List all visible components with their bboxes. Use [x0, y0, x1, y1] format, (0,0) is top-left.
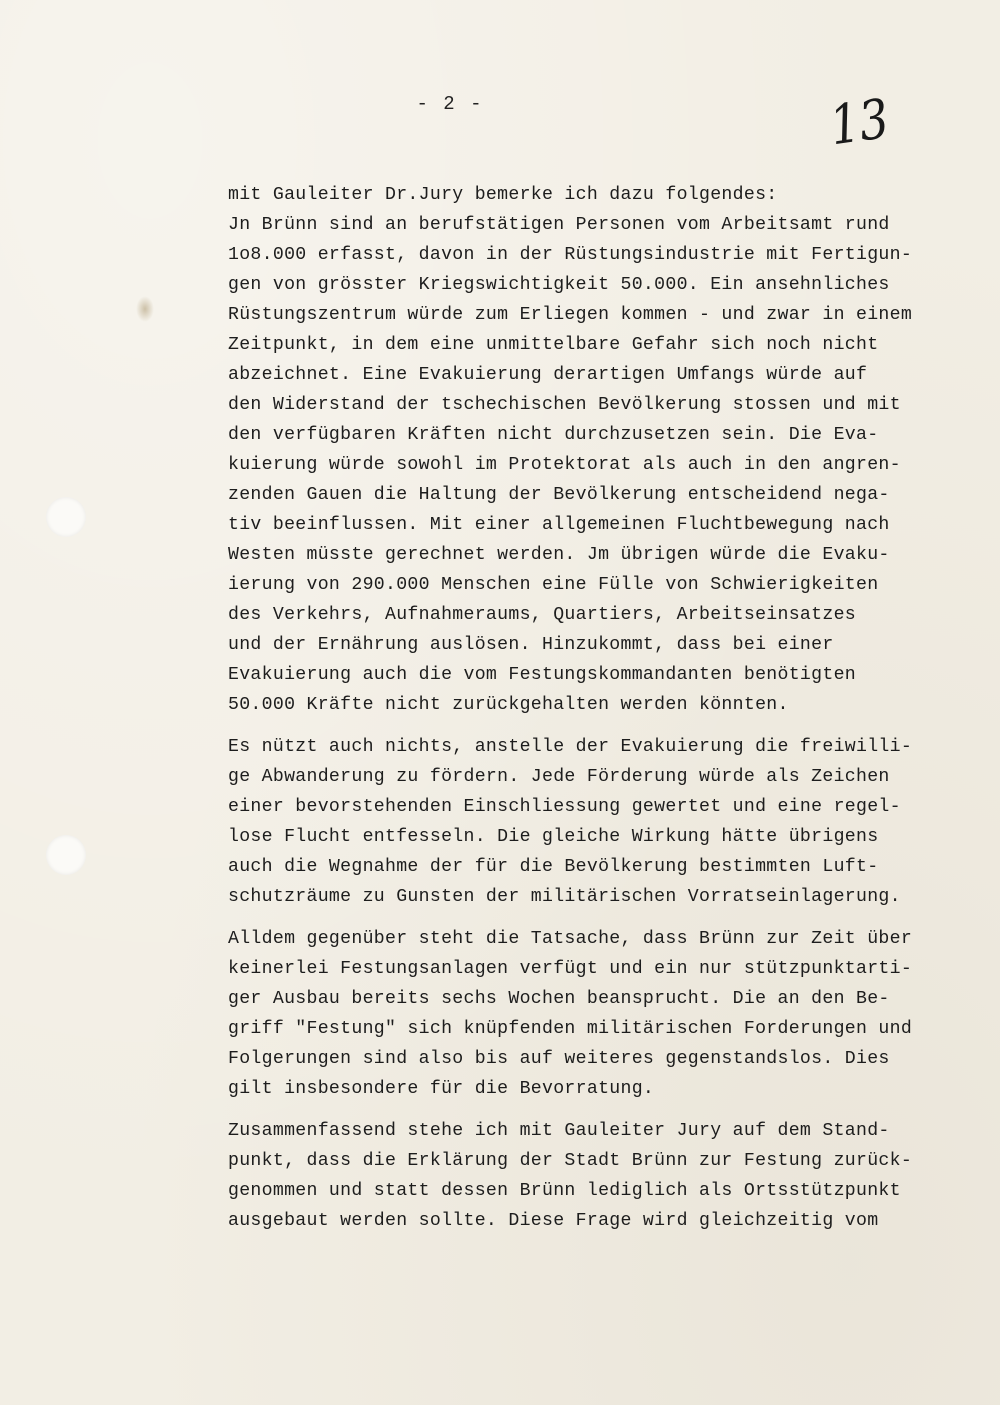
paragraph — [228, 1116, 988, 1236]
text-line: Zusammenfassend stehe ich mit Gauleiter Jury auf dem Stand- — [228, 1121, 890, 1141]
text-line: zenden Gauen die Haltung der Bevölkerung entscheidend nega- — [228, 485, 890, 505]
text-line: 50.000 Kräfte nicht zurückgehalten werden könnten. — [228, 695, 789, 715]
punch-hole — [46, 497, 86, 537]
page-number: - 2 - — [416, 93, 484, 115]
text-line: gilt insbesondere für die Bevorratung. — [228, 1079, 655, 1099]
text-line: punkt, dass die Erklärung der Stadt Brünn zur Festung zurück- — [228, 1151, 913, 1171]
text-line: Evakuierung auch die vom Festungskommandanten benötigten — [228, 665, 856, 685]
text-line: auch die Wegnahme der für die Bevölkerung bestimmten Luft- — [228, 857, 879, 877]
text-line: Alldem gegenüber steht die Tatsache, dass Brünn zur Zeit über — [228, 929, 913, 949]
paragraph — [228, 180, 988, 720]
text-line: 1o8.000 erfasst, davon in der Rüstungsindustrie mit Fertigun- — [228, 245, 913, 265]
text-line: genommen und statt dessen Brünn lediglich als Ortsstützpunkt — [228, 1181, 901, 1201]
text-line: mit Gauleiter Dr.Jury bemerke ich dazu folgendes: — [228, 185, 778, 205]
text-line: kuierung würde sowohl im Protektorat als auch in den angren- — [228, 455, 901, 475]
document-body — [228, 180, 988, 1236]
text-line: keinerlei Festungsanlagen verfügt und ein nur stützpunktarti- — [228, 959, 913, 979]
text-line: Rüstungszentrum würde zum Erliegen kommen - und zwar in einem — [228, 305, 913, 325]
text-line: Zeitpunkt, in dem eine unmittelbare Gefahr sich noch nicht — [228, 335, 879, 355]
text-line: tiv beeinflussen. Mit einer allgemeinen Fluchtbewegung nach — [228, 515, 890, 535]
text-line: einer bevorstehenden Einschliessung gewertet und eine regel- — [228, 797, 901, 817]
text-line: Westen müsste gerechnet werden. Jm übrigen würde die Evaku- — [228, 545, 890, 565]
handwritten-folio-number: 13 — [826, 86, 893, 158]
paragraph — [228, 732, 988, 912]
text-line: Es nützt auch nichts, anstelle der Evakuierung die freiwilli- — [228, 737, 913, 757]
text-line: Folgerungen sind also bis auf weiteres gegenstandslos. Dies — [228, 1049, 890, 1069]
text-line: schutzräume zu Gunsten der militärischen Vorratseinlagerung. — [228, 887, 901, 907]
text-line: Jn Brünn sind an berufstätigen Personen vom Arbeitsamt rund — [228, 215, 890, 235]
text-line: des Verkehrs, Aufnahmeraums, Quartiers, Arbeitseinsatzes — [228, 605, 856, 625]
text-line: den Widerstand der tschechischen Bevölkerung stossen und mit — [228, 395, 901, 415]
text-line: lose Flucht entfesseln. Die gleiche Wirkung hätte übrigens — [228, 827, 879, 847]
text-line: und der Ernährung auslösen. Hinzukommt, dass bei einer — [228, 635, 834, 655]
text-line: ge Abwanderung zu fördern. Jede Förderung würde als Zeichen — [228, 767, 890, 787]
punch-hole — [46, 835, 86, 875]
text-line: ierung von 290.000 Menschen eine Fülle von Schwierigkeiten — [228, 575, 879, 595]
text-line: ausgebaut werden sollte. Diese Frage wird gleichzeitig vom — [228, 1211, 879, 1231]
text-line: gen von grösster Kriegswichtigkeit 50.000. Ein ansehnliches — [228, 275, 890, 295]
text-line: griff "Festung" sich knüpfenden militärischen Forderungen und — [228, 1019, 913, 1039]
paper-stain — [136, 296, 154, 322]
text-line: ger Ausbau bereits sechs Wochen beansprucht. Die an den Be- — [228, 989, 890, 1009]
text-line: abzeichnet. Eine Evakuierung derartigen Umfangs würde auf — [228, 365, 868, 385]
paragraph — [228, 924, 988, 1104]
text-line: den verfügbaren Kräften nicht durchzusetzen sein. Die Eva- — [228, 425, 879, 445]
